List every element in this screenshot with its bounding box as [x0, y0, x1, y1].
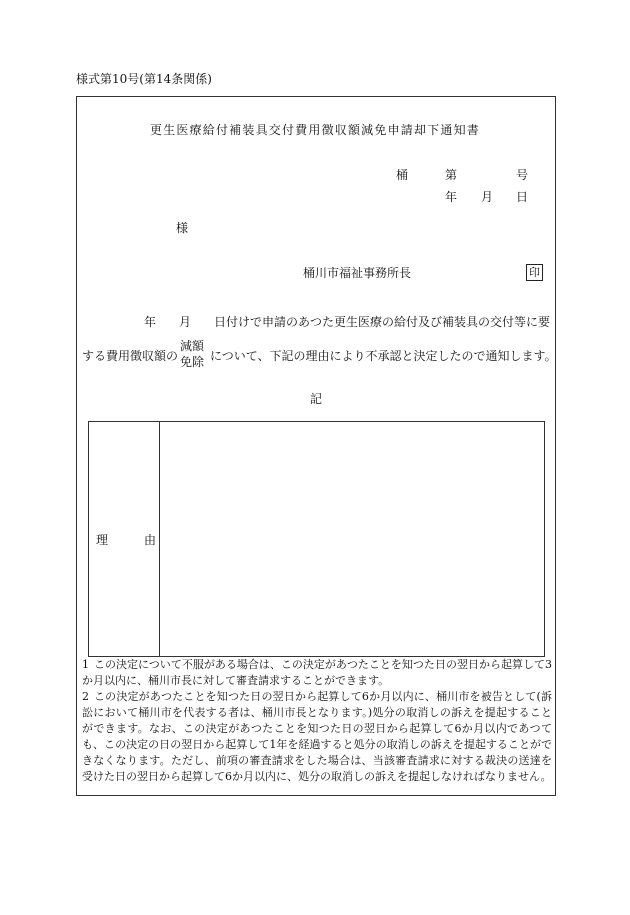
body-line1-text: 日付けで申請のあつた更生医療の給付及び補装具の交付等に要: [214, 315, 551, 329]
addressee-suffix: 様: [176, 221, 189, 235]
note-2-text: この決定があつたことを知つた日の翌日から起算して6か月以内に、桶川市を被告として(訴訟において桶川市を代表する者は、桶川市長となります。)処分の取消しの訴えを提起することができます。なお、この決定があつたことを知つた日の翌日から起算して6か月以内であつても、この決定の日の翌日から起算して1年を経過すると処分の取消しの訴えを提起することができなくなります。ただし、前項の審査請求をした場合は、当該審査請求に対する裁決の送達を受けた日の翌日から起算して6か月以内に、処分の取消しの訴えを提起しなければなりません。: [82, 690, 552, 783]
body-year: 年: [144, 315, 157, 329]
body-line2-prefix: する費用徴収額の: [82, 349, 179, 363]
option-reduction: 減額: [180, 339, 205, 353]
date-year: 年: [445, 190, 458, 204]
doc-number-go: 号: [516, 168, 529, 182]
body-month: 月: [179, 315, 192, 329]
form-number: 様式第10号(第14条関係): [76, 72, 212, 86]
note-1-text: この決定について不服がある場合は、この決定があつたことを知つた日の翌日から起算して3か月以内に、桶川市長に対して審査請求することができます。: [82, 658, 552, 687]
reason-divider: [159, 422, 160, 656]
reason-table: [88, 421, 545, 657]
doc-number-prefix: 桶: [396, 168, 409, 182]
note-2-number: 2: [82, 690, 89, 703]
note-2: [82, 689, 552, 785]
note-1-number: 1: [82, 658, 89, 671]
issuer-name: 桶川市福祉事務所長: [303, 266, 412, 280]
body-line2-suffix: について、下記の理由により不承認と決定したので通知します。: [210, 349, 557, 363]
seal-mark: 印: [526, 264, 543, 281]
reason-field[interactable]: [161, 424, 541, 654]
note-1: [82, 657, 552, 689]
option-exemption: 免除: [180, 355, 205, 369]
reason-label: 理 由: [96, 533, 157, 547]
ki-heading: 記: [310, 392, 323, 406]
doc-number-dai: 第: [445, 168, 458, 182]
document-title: 更生医療給付補装具交付費用徴収額減免申請却下通知書: [149, 123, 480, 137]
date-day: 日: [516, 190, 529, 204]
date-month: 月: [481, 190, 494, 204]
